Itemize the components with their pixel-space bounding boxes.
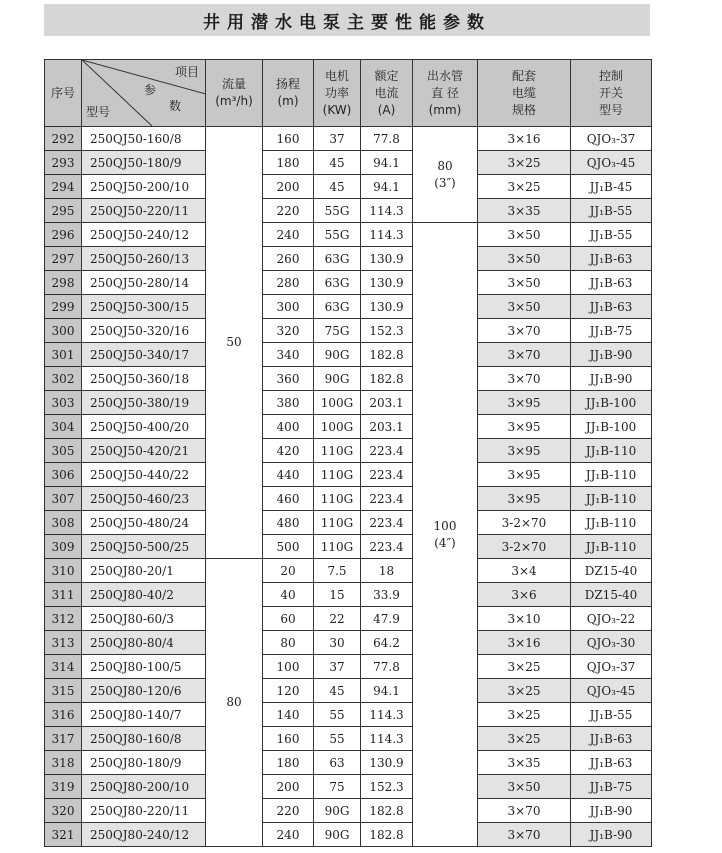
row-current: 223.4 xyxy=(361,439,413,463)
row-model: 250QJ80-120/6 xyxy=(82,679,206,703)
header-cable: 配套 电缆 规格 xyxy=(478,60,571,127)
flow-group-cell: 80 xyxy=(206,559,263,847)
row-power: 55 xyxy=(314,727,361,751)
row-index: 314 xyxy=(45,655,82,679)
row-head: 40 xyxy=(263,583,314,607)
pipe-group-cell xyxy=(413,127,478,223)
row-current: 94.1 xyxy=(361,679,413,703)
row-cable: 3×25 xyxy=(478,151,571,175)
table-row xyxy=(45,391,652,415)
row-index: 316 xyxy=(45,703,82,727)
row-head: 140 xyxy=(263,703,314,727)
row-cable: 3×95 xyxy=(478,487,571,511)
header-current: 额定 电流 (A) xyxy=(361,60,413,127)
row-power: 63G xyxy=(314,247,361,271)
row-cable: 3×6 xyxy=(478,583,571,607)
table-row xyxy=(45,655,652,679)
row-head: 400 xyxy=(263,415,314,439)
row-current: 94.1 xyxy=(361,175,413,199)
row-power: 45 xyxy=(314,175,361,199)
row-index: 311 xyxy=(45,583,82,607)
row-model: 250QJ50-500/25 xyxy=(82,535,206,559)
row-index: 308 xyxy=(45,511,82,535)
row-head: 100 xyxy=(263,655,314,679)
row-current: 203.1 xyxy=(361,415,413,439)
row-head: 240 xyxy=(263,823,314,847)
row-index: 312 xyxy=(45,607,82,631)
row-power: 45 xyxy=(314,151,361,175)
row-power: 100G xyxy=(314,415,361,439)
row-cable: 3-2×70 xyxy=(478,535,571,559)
header-pipe: 出水管 直 径 (mm) xyxy=(413,60,478,127)
table-row xyxy=(45,247,652,271)
pipe-diameter-value: 100 xyxy=(433,518,457,533)
row-current: 77.8 xyxy=(361,655,413,679)
row-power: 37 xyxy=(314,127,361,151)
row-cable: 3×70 xyxy=(478,823,571,847)
pipe-diameter-inch: (4″) xyxy=(434,535,456,550)
row-cable: 3×95 xyxy=(478,415,571,439)
row-power: 75 xyxy=(314,775,361,799)
table-row xyxy=(45,319,652,343)
row-switch: JJ₁B-63 xyxy=(571,727,652,751)
row-power: 37 xyxy=(314,655,361,679)
row-power: 55G xyxy=(314,199,361,223)
row-index: 300 xyxy=(45,319,82,343)
table-row xyxy=(45,607,652,631)
row-power: 75G xyxy=(314,319,361,343)
row-cable: 3×50 xyxy=(478,775,571,799)
row-switch: QJO₃-22 xyxy=(571,607,652,631)
row-cable: 3×25 xyxy=(478,175,571,199)
row-switch: JJ₁B-75 xyxy=(571,319,652,343)
row-power: 110G xyxy=(314,463,361,487)
row-head: 180 xyxy=(263,751,314,775)
row-model: 250QJ80-160/8 xyxy=(82,727,206,751)
row-model: 250QJ50-480/24 xyxy=(82,511,206,535)
row-head: 240 xyxy=(263,223,314,247)
row-head: 220 xyxy=(263,199,314,223)
row-head: 440 xyxy=(263,463,314,487)
row-cable: 3×25 xyxy=(478,679,571,703)
row-power: 110G xyxy=(314,487,361,511)
row-current: 114.3 xyxy=(361,223,413,247)
row-current: 94.1 xyxy=(361,151,413,175)
row-head: 320 xyxy=(263,319,314,343)
row-model: 250QJ50-200/10 xyxy=(82,175,206,199)
row-switch: JJ₁B-63 xyxy=(571,271,652,295)
row-switch: JJ₁B-55 xyxy=(571,223,652,247)
row-model: 250QJ50-220/11 xyxy=(82,199,206,223)
row-switch: DZ15-40 xyxy=(571,583,652,607)
row-index: 294 xyxy=(45,175,82,199)
row-switch: JJ₁B-110 xyxy=(571,439,652,463)
row-current: 114.3 xyxy=(361,727,413,751)
row-head: 260 xyxy=(263,247,314,271)
flow-group-cell: 50 xyxy=(206,127,263,559)
row-current: 130.9 xyxy=(361,271,413,295)
row-index: 295 xyxy=(45,199,82,223)
row-model: 250QJ50-320/16 xyxy=(82,319,206,343)
row-index: 303 xyxy=(45,391,82,415)
row-current: 223.4 xyxy=(361,535,413,559)
row-head: 380 xyxy=(263,391,314,415)
row-switch: QJO₃-37 xyxy=(571,127,652,151)
header-diagonal xyxy=(82,60,206,127)
table-row xyxy=(45,487,652,511)
row-switch: JJ₁B-90 xyxy=(571,823,652,847)
row-switch: JJ₁B-55 xyxy=(571,703,652,727)
pipe-diameter-value: 80 xyxy=(437,158,453,173)
row-power: 55 xyxy=(314,703,361,727)
row-switch: DZ15-40 xyxy=(571,559,652,583)
row-power: 15 xyxy=(314,583,361,607)
row-cable: 3×95 xyxy=(478,463,571,487)
row-power: 90G xyxy=(314,823,361,847)
row-cable: 3×25 xyxy=(478,703,571,727)
row-current: 182.8 xyxy=(361,799,413,823)
row-model: 250QJ50-380/19 xyxy=(82,391,206,415)
row-switch: JJ₁B-55 xyxy=(571,199,652,223)
table-row xyxy=(45,127,652,151)
table-row xyxy=(45,223,652,247)
row-model: 250QJ50-180/9 xyxy=(82,151,206,175)
row-index: 292 xyxy=(45,127,82,151)
row-head: 480 xyxy=(263,511,314,535)
row-index: 296 xyxy=(45,223,82,247)
table-row xyxy=(45,775,652,799)
row-power: 100G xyxy=(314,391,361,415)
row-power: 63G xyxy=(314,295,361,319)
row-switch: JJ₁B-75 xyxy=(571,775,652,799)
table-row xyxy=(45,151,652,175)
row-switch: JJ₁B-110 xyxy=(571,511,652,535)
row-switch: JJ₁B-90 xyxy=(571,799,652,823)
row-model: 250QJ80-80/4 xyxy=(82,631,206,655)
row-switch: JJ₁B-90 xyxy=(571,367,652,391)
row-current: 223.4 xyxy=(361,511,413,535)
row-model: 250QJ50-360/18 xyxy=(82,367,206,391)
row-model: 250QJ50-280/14 xyxy=(82,271,206,295)
table-row xyxy=(45,727,652,751)
row-cable: 3×50 xyxy=(478,295,571,319)
table-row xyxy=(45,295,652,319)
header-num-label: 数 xyxy=(168,99,181,113)
row-index: 293 xyxy=(45,151,82,175)
pipe-diameter-inch: (3″) xyxy=(434,175,456,190)
row-model: 250QJ50-460/23 xyxy=(82,487,206,511)
row-head: 200 xyxy=(263,175,314,199)
pump-spec-table xyxy=(44,59,652,847)
table-row xyxy=(45,535,652,559)
row-switch: JJ₁B-110 xyxy=(571,535,652,559)
row-power: 7.5 xyxy=(314,559,361,583)
table-row xyxy=(45,175,652,199)
header-index: 序号 xyxy=(45,60,82,127)
row-cable: 3×25 xyxy=(478,655,571,679)
row-current: 77.8 xyxy=(361,127,413,151)
row-cable: 3×10 xyxy=(478,607,571,631)
table-row xyxy=(45,823,652,847)
row-switch: QJO₃-37 xyxy=(571,655,652,679)
row-head: 180 xyxy=(263,151,314,175)
row-index: 317 xyxy=(45,727,82,751)
row-power: 22 xyxy=(314,607,361,631)
row-power: 30 xyxy=(314,631,361,655)
row-cable: 3×50 xyxy=(478,271,571,295)
row-model: 250QJ80-60/3 xyxy=(82,607,206,631)
row-model: 250QJ80-220/11 xyxy=(82,799,206,823)
row-head: 300 xyxy=(263,295,314,319)
row-model: 250QJ50-340/17 xyxy=(82,343,206,367)
row-cable: 3×16 xyxy=(478,127,571,151)
row-model: 250QJ80-180/9 xyxy=(82,751,206,775)
row-cable: 3×50 xyxy=(478,247,571,271)
row-cable: 3×25 xyxy=(478,727,571,751)
row-model: 250QJ50-160/8 xyxy=(82,127,206,151)
pipe-group-cell xyxy=(413,223,478,847)
row-switch: JJ₁B-90 xyxy=(571,343,652,367)
row-head: 120 xyxy=(263,679,314,703)
row-current: 130.9 xyxy=(361,247,413,271)
row-index: 301 xyxy=(45,343,82,367)
table-row xyxy=(45,703,652,727)
row-current: 114.3 xyxy=(361,199,413,223)
row-index: 320 xyxy=(45,799,82,823)
row-model: 250QJ80-140/7 xyxy=(82,703,206,727)
row-current: 64.2 xyxy=(361,631,413,655)
row-index: 315 xyxy=(45,679,82,703)
row-model: 250QJ80-40/2 xyxy=(82,583,206,607)
header-item-label: 项目 xyxy=(174,65,199,79)
header-switch: 控制 开关 型号 xyxy=(571,60,652,127)
row-index: 302 xyxy=(45,367,82,391)
row-index: 309 xyxy=(45,535,82,559)
table-row xyxy=(45,199,652,223)
header-param-label: 参 xyxy=(144,83,157,97)
row-index: 307 xyxy=(45,487,82,511)
row-cable: 3×50 xyxy=(478,223,571,247)
row-cable: 3×4 xyxy=(478,559,571,583)
row-index: 306 xyxy=(45,463,82,487)
row-head: 20 xyxy=(263,559,314,583)
table-row xyxy=(45,439,652,463)
row-switch: JJ₁B-63 xyxy=(571,751,652,775)
title-bar xyxy=(44,4,650,36)
row-head: 160 xyxy=(263,127,314,151)
row-current: 182.8 xyxy=(361,367,413,391)
row-current: 130.9 xyxy=(361,751,413,775)
row-cable: 3×70 xyxy=(478,799,571,823)
row-index: 318 xyxy=(45,751,82,775)
row-switch: QJO₃-45 xyxy=(571,151,652,175)
row-power: 90G xyxy=(314,367,361,391)
row-head: 340 xyxy=(263,343,314,367)
row-switch: JJ₁B-100 xyxy=(571,391,652,415)
row-current: 33.9 xyxy=(361,583,413,607)
page-title: 井用潜水电泵主要性能参数 xyxy=(203,12,491,33)
table-row xyxy=(45,559,652,583)
table-row xyxy=(45,463,652,487)
row-power: 110G xyxy=(314,535,361,559)
row-index: 310 xyxy=(45,559,82,583)
row-current: 18 xyxy=(361,559,413,583)
table-row xyxy=(45,511,652,535)
row-head: 460 xyxy=(263,487,314,511)
row-current: 152.3 xyxy=(361,319,413,343)
header-flow: 流量 (m³/h) xyxy=(206,60,263,127)
row-power: 90G xyxy=(314,799,361,823)
row-switch: JJ₁B-110 xyxy=(571,487,652,511)
row-head: 160 xyxy=(263,727,314,751)
row-model: 250QJ50-300/15 xyxy=(82,295,206,319)
row-head: 200 xyxy=(263,775,314,799)
row-current: 203.1 xyxy=(361,391,413,415)
row-cable: 3×95 xyxy=(478,391,571,415)
row-head: 80 xyxy=(263,631,314,655)
table-row xyxy=(45,343,652,367)
row-index: 305 xyxy=(45,439,82,463)
row-index: 319 xyxy=(45,775,82,799)
row-power: 63 xyxy=(314,751,361,775)
row-switch: JJ₁B-45 xyxy=(571,175,652,199)
row-model: 250QJ50-420/21 xyxy=(82,439,206,463)
row-head: 500 xyxy=(263,535,314,559)
row-current: 223.4 xyxy=(361,487,413,511)
row-model: 250QJ80-240/12 xyxy=(82,823,206,847)
row-model: 250QJ50-240/12 xyxy=(82,223,206,247)
row-index: 321 xyxy=(45,823,82,847)
row-model: 250QJ80-100/5 xyxy=(82,655,206,679)
row-current: 182.8 xyxy=(361,343,413,367)
row-cable: 3×35 xyxy=(478,751,571,775)
row-cable: 3×70 xyxy=(478,367,571,391)
row-model: 250QJ80-20/1 xyxy=(82,559,206,583)
table-row xyxy=(45,679,652,703)
row-cable: 3×35 xyxy=(478,199,571,223)
row-head: 420 xyxy=(263,439,314,463)
row-cable: 3-2×70 xyxy=(478,511,571,535)
table-row xyxy=(45,631,652,655)
row-switch: JJ₁B-63 xyxy=(571,295,652,319)
row-current: 152.3 xyxy=(361,775,413,799)
row-switch: QJO₃-45 xyxy=(571,679,652,703)
row-switch: JJ₁B-100 xyxy=(571,415,652,439)
row-head: 360 xyxy=(263,367,314,391)
row-head: 280 xyxy=(263,271,314,295)
row-model: 250QJ50-400/20 xyxy=(82,415,206,439)
row-power: 63G xyxy=(314,271,361,295)
row-model: 250QJ50-440/22 xyxy=(82,463,206,487)
row-head: 220 xyxy=(263,799,314,823)
header-power: 电机 功率 (KW) xyxy=(314,60,361,127)
row-current: 182.8 xyxy=(361,823,413,847)
row-power: 90G xyxy=(314,343,361,367)
row-power: 55G xyxy=(314,223,361,247)
row-current: 223.4 xyxy=(361,463,413,487)
row-power: 45 xyxy=(314,679,361,703)
table-row xyxy=(45,367,652,391)
row-cable: 3×95 xyxy=(478,439,571,463)
row-index: 297 xyxy=(45,247,82,271)
row-current: 47.9 xyxy=(361,607,413,631)
row-model: 250QJ50-260/13 xyxy=(82,247,206,271)
row-switch: QJO₃-30 xyxy=(571,631,652,655)
row-index: 313 xyxy=(45,631,82,655)
table-row xyxy=(45,799,652,823)
row-switch: JJ₁B-63 xyxy=(571,247,652,271)
header-row xyxy=(45,60,652,127)
row-current: 114.3 xyxy=(361,703,413,727)
table-row xyxy=(45,583,652,607)
row-cable: 3×70 xyxy=(478,343,571,367)
header-head: 扬程 (m) xyxy=(263,60,314,127)
row-index: 298 xyxy=(45,271,82,295)
table-row xyxy=(45,415,652,439)
row-model: 250QJ80-200/10 xyxy=(82,775,206,799)
row-index: 299 xyxy=(45,295,82,319)
row-switch: JJ₁B-110 xyxy=(571,463,652,487)
table-row xyxy=(45,751,652,775)
row-cable: 3×16 xyxy=(478,631,571,655)
table-body xyxy=(45,127,652,847)
row-index: 304 xyxy=(45,415,82,439)
row-head: 60 xyxy=(263,607,314,631)
row-cable: 3×70 xyxy=(478,319,571,343)
table-row xyxy=(45,271,652,295)
row-power: 110G xyxy=(314,511,361,535)
header-model-label: 型号 xyxy=(86,105,111,119)
row-current: 130.9 xyxy=(361,295,413,319)
row-power: 110G xyxy=(314,439,361,463)
